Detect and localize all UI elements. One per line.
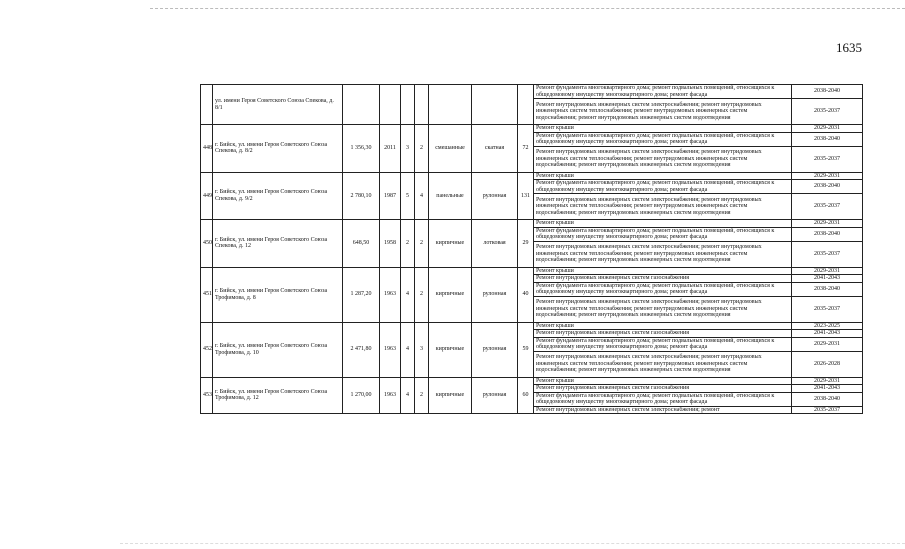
- area-cell: [343, 85, 380, 125]
- repair-period-cell: 2029-2031: [792, 377, 863, 385]
- walls-material-cell: панельные: [429, 172, 472, 220]
- walls-material-cell: кирпичные: [429, 377, 472, 414]
- table-row: [201, 322, 863, 330]
- repair-period-cell: 2041-2043: [792, 385, 863, 393]
- repair-work-cell: Ремонт крыши: [534, 125, 792, 133]
- table-row: [201, 267, 863, 275]
- house-number-cell: 451: [201, 267, 213, 322]
- repair-period-cell: 2038-2040: [792, 180, 863, 194]
- house-number-cell: 450: [201, 220, 213, 268]
- repair-period-cell: 2038-2040: [792, 85, 863, 99]
- repair-work-cell: Ремонт внутридомовых инженерных систем электроснабжения; ремонт: [534, 406, 792, 414]
- house-number-cell: 453: [201, 377, 213, 414]
- scan-artifact-top: [150, 8, 905, 9]
- scan-artifact-bottom: [120, 543, 905, 544]
- residents-cell: 59: [518, 322, 534, 377]
- repair-period-cell: 2026-2028: [792, 351, 863, 377]
- roof-type-cell: рулонная: [472, 377, 518, 414]
- repair-work-cell: Ремонт фундамента многоквартирного дома; ремонт подвальных помещений, относящихся к общедомовому имуществу многоквартирного дома; ремонт фасада: [534, 85, 792, 99]
- repair-work-cell: Ремонт фундамента многоквартирного дома; ремонт подвальных помещений, относящихся к общедомовому имуществу многоквартирного дома; ремонт фасада: [534, 180, 792, 194]
- repair-period-cell: 2035-2037: [792, 241, 863, 267]
- table-row: [201, 377, 863, 385]
- repair-period-cell: 2035-2037: [792, 99, 863, 125]
- residents-cell: [518, 85, 534, 125]
- repair-work-cell: Ремонт крыши: [534, 267, 792, 275]
- address-cell: г. Бийск, ул. имени Героя Советского Союза Спекова, д. 8/2: [213, 125, 343, 173]
- walls-material-cell: смешанные: [429, 125, 472, 173]
- residents-cell: 60: [518, 377, 534, 414]
- floors-cell: 5: [401, 172, 415, 220]
- housing-register-table: [200, 84, 863, 414]
- year-cell: 1963: [380, 322, 401, 377]
- repair-period-cell: 2035-2037: [792, 146, 863, 172]
- repair-period-cell: 2035-2037: [792, 194, 863, 220]
- entrances-cell: [415, 85, 429, 125]
- table-row: [201, 85, 863, 99]
- repair-work-cell: Ремонт крыши: [534, 322, 792, 330]
- walls-material-cell: [429, 85, 472, 125]
- repair-work-cell: Ремонт внутридомовых инженерных систем газоснабжения: [534, 385, 792, 393]
- residents-cell: 29: [518, 220, 534, 268]
- entrances-cell: 3: [415, 322, 429, 377]
- roof-type-cell: рулонная: [472, 267, 518, 322]
- repair-work-cell: Ремонт фундамента многоквартирного дома; ремонт подвальных помещений, относящихся к общедомовому имуществу многоквартирного дома; ремонт фасада: [534, 227, 792, 241]
- year-cell: [380, 85, 401, 125]
- repair-period-cell: 2029-2031: [792, 267, 863, 275]
- entrances-cell: 2: [415, 267, 429, 322]
- residents-cell: 72: [518, 125, 534, 173]
- area-cell: 1 356,30: [343, 125, 380, 173]
- table-row: [201, 220, 863, 228]
- area-cell: 2 780,10: [343, 172, 380, 220]
- year-cell: 1958: [380, 220, 401, 268]
- repair-work-cell: Ремонт крыши: [534, 220, 792, 228]
- repair-period-cell: 2029-2031: [792, 220, 863, 228]
- area-cell: 2 471,80: [343, 322, 380, 377]
- repair-work-cell: Ремонт внутридомовых инженерных систем электроснабжения; ремонт внутридомовых инженерных систем теплоснабжения; ремонт внутридомовых инженерных систем водоснабжения; ремонт внутридомовых инженерных систем водоотведения: [534, 99, 792, 125]
- repair-work-cell: Ремонт внутридомовых инженерных систем электроснабжения; ремонт внутридомовых инженерных систем теплоснабжения; ремонт внутридомовых инженерных систем водоснабжения; ремонт внутридомовых инженерных систем водоотведения: [534, 351, 792, 377]
- floors-cell: 4: [401, 322, 415, 377]
- entrances-cell: 2: [415, 220, 429, 268]
- year-cell: 2011: [380, 125, 401, 173]
- roof-type-cell: рулонная: [472, 172, 518, 220]
- repair-work-cell: Ремонт крыши: [534, 377, 792, 385]
- table-body: [201, 85, 863, 414]
- repair-period-cell: 2035-2037: [792, 296, 863, 322]
- roof-type-cell: скатная: [472, 125, 518, 173]
- floors-cell: 2: [401, 220, 415, 268]
- repair-work-cell: Ремонт внутридомовых инженерных систем электроснабжения; ремонт внутридомовых инженерных систем теплоснабжения; ремонт внутридомовых инженерных систем водоснабжения; ремонт внутридомовых инженерных систем водоотведения: [534, 146, 792, 172]
- residents-cell: 131: [518, 172, 534, 220]
- repair-period-cell: 2038-2040: [792, 282, 863, 296]
- house-number-cell: 452: [201, 322, 213, 377]
- residents-cell: 40: [518, 267, 534, 322]
- table-row: [201, 125, 863, 133]
- repair-work-cell: Ремонт внутридомовых инженерных систем электроснабжения; ремонт внутридомовых инженерных систем теплоснабжения; ремонт внутридомовых инженерных систем водоснабжения; ремонт внутридомовых инженерных систем водоотведения: [534, 194, 792, 220]
- page-number: 1635: [836, 40, 862, 55]
- year-cell: 1963: [380, 377, 401, 414]
- house-number-cell: 448: [201, 125, 213, 173]
- repair-period-cell: 2029-2031: [792, 337, 863, 351]
- repair-work-cell: Ремонт внутридомовых инженерных систем газоснабжения: [534, 275, 792, 283]
- year-cell: 1963: [380, 267, 401, 322]
- floors-cell: 4: [401, 267, 415, 322]
- house-number-cell: [201, 85, 213, 125]
- roof-type-cell: рулонная: [472, 322, 518, 377]
- repair-period-cell: 2038-2040: [792, 227, 863, 241]
- repair-work-cell: Ремонт фундамента многоквартирного дома; ремонт подвальных помещений, относящихся к общедомовому имуществу многоквартирного дома; ремонт фасада: [534, 337, 792, 351]
- walls-material-cell: кирпичные: [429, 220, 472, 268]
- address-cell: г. Бийск, ул. имени Героя Советского Союза Спекова, д. 9/2: [213, 172, 343, 220]
- roof-type-cell: [472, 85, 518, 125]
- floors-cell: 3: [401, 125, 415, 173]
- floors-cell: [401, 85, 415, 125]
- repair-period-cell: 2029-2031: [792, 125, 863, 133]
- repair-period-cell: 2041-2043: [792, 330, 863, 338]
- year-cell: 1987: [380, 172, 401, 220]
- address-cell: г. Бийск, ул. имени Героя Советского Союза Трофимова, д. 12: [213, 377, 343, 414]
- repair-work-cell: Ремонт фундамента многоквартирного дома; ремонт подвальных помещений, относящихся к общедомовому имуществу многоквартирного дома; ремонт фасада: [534, 282, 792, 296]
- repair-period-cell: 2035-2037: [792, 406, 863, 414]
- area-cell: 1 287,20: [343, 267, 380, 322]
- entrances-cell: 4: [415, 172, 429, 220]
- repair-work-cell: Ремонт крыши: [534, 172, 792, 180]
- repair-period-cell: 2038-2040: [792, 392, 863, 406]
- table-row: [201, 172, 863, 180]
- repair-work-cell: Ремонт фундамента многоквартирного дома; ремонт подвальных помещений, относящихся к общедомовому имуществу многоквартирного дома; ремонт фасада: [534, 392, 792, 406]
- repair-period-cell: 2029-2031: [792, 172, 863, 180]
- address-cell: г. Бийск, ул. имени Героя Советского Союза Трофимова, д. 8: [213, 267, 343, 322]
- house-number-cell: 449: [201, 172, 213, 220]
- address-cell: г. Бийск, ул. имени Героя Советского Союза Спекова, д. 12: [213, 220, 343, 268]
- walls-material-cell: кирпичные: [429, 267, 472, 322]
- roof-type-cell: лотковая: [472, 220, 518, 268]
- walls-material-cell: кирпичные: [429, 322, 472, 377]
- repair-period-cell: 2041-2043: [792, 275, 863, 283]
- entrances-cell: 2: [415, 377, 429, 414]
- address-cell: г. Бийск, ул. имени Героя Советского Союза Трофимова, д. 10: [213, 322, 343, 377]
- repair-work-cell: Ремонт внутридомовых инженерных систем электроснабжения; ремонт внутридомовых инженерных систем теплоснабжения; ремонт внутридомовых инженерных систем водоснабжения; ремонт внутридомовых инженерных систем водоотведения: [534, 296, 792, 322]
- floors-cell: 4: [401, 377, 415, 414]
- repair-period-cell: 2038-2040: [792, 132, 863, 146]
- area-cell: 1 270,00: [343, 377, 380, 414]
- area-cell: 648,50: [343, 220, 380, 268]
- entrances-cell: 2: [415, 125, 429, 173]
- repair-period-cell: 2023-2025: [792, 322, 863, 330]
- repair-work-cell: Ремонт внутридомовых инженерных систем газоснабжения: [534, 330, 792, 338]
- address-cell: ул. имени Героя Советского Союза Спекова, д. 8/1: [213, 85, 343, 125]
- repair-work-cell: Ремонт фундамента многоквартирного дома; ремонт подвальных помещений, относящихся к общедомовому имуществу многоквартирного дома; ремонт фасада: [534, 132, 792, 146]
- repair-work-cell: Ремонт внутридомовых инженерных систем электроснабжения; ремонт внутридомовых инженерных систем теплоснабжения; ремонт внутридомовых инженерных систем водоснабжения; ремонт внутридомовых инженерных систем водоотведения: [534, 241, 792, 267]
